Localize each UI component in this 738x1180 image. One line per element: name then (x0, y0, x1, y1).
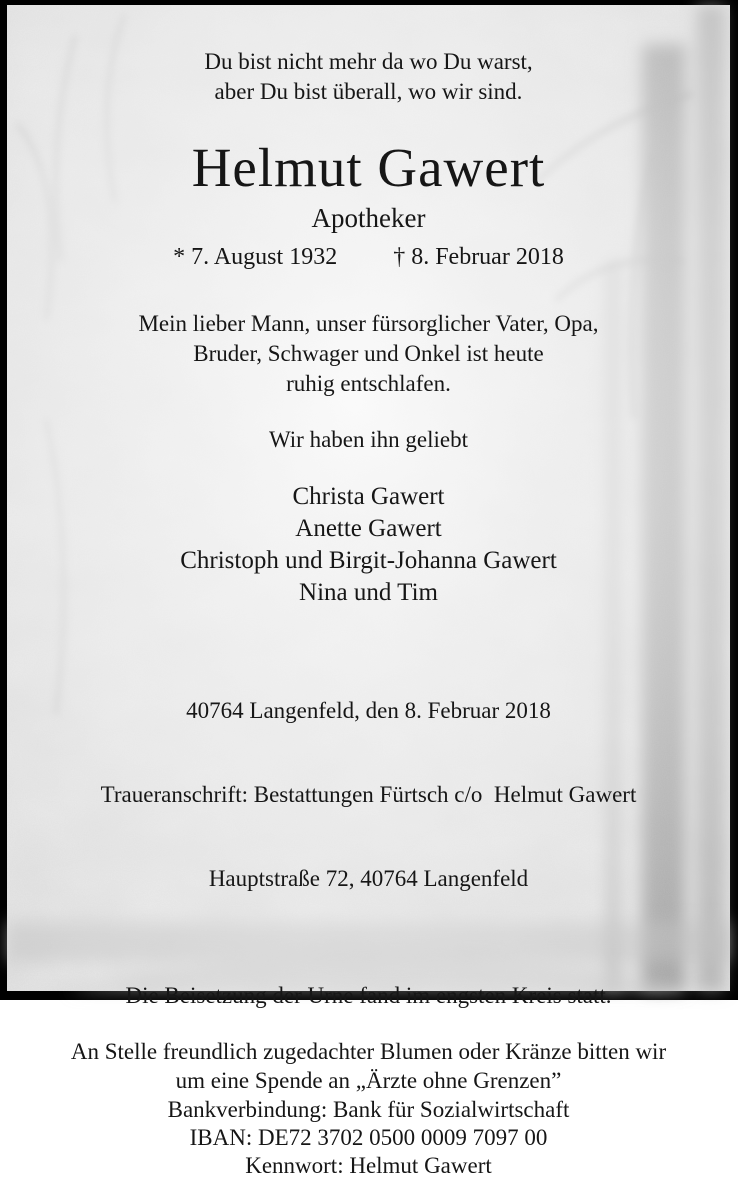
notice-paper (7, 5, 730, 1178)
donation-line: An Stelle freundlich zugedachter Blumen oder Kränze bitten wir (70, 1039, 667, 1064)
obituary-line: Mein lieber Mann, unser fürsorglicher Vater, Opa, (138, 311, 599, 336)
tribute-line: Wir haben ihn geliebt (269, 427, 468, 452)
epigraph-line: aber Du bist überall, wo wir sind. (214, 79, 523, 104)
deceased-name: Helmut Gawert (191, 137, 546, 198)
keyword-line: Kennwort: Helmut Gawert (245, 1153, 492, 1178)
mourner-name: Christoph und Birgit-Johanna Gawert (180, 547, 557, 574)
obituary-text (7, 309, 730, 399)
birth-date: * 7. August 1932 (173, 244, 338, 270)
place-date-line: 40764 Langenfeld, den 8. Februar 2018 (186, 698, 551, 723)
mourner-name: Christa Gawert (292, 483, 445, 510)
life-dates (7, 241, 730, 273)
obituary-line: Bruder, Schwager und Onkel ist heute (193, 341, 544, 366)
death-date: † 8. Februar 2018 (393, 244, 564, 270)
epigraph-line: Du bist nicht mehr da wo Du warst, (204, 49, 533, 74)
bank-details (7, 1096, 730, 1180)
donation-line: um eine Spende an „Ärzte ohne Grenzen” (175, 1068, 562, 1093)
donation-request (7, 1037, 730, 1095)
street-line: Hauptstraße 72, 40764 Langenfeld (208, 866, 529, 891)
mourner-name: Anette Gawert (295, 515, 442, 542)
burial-note: Die Beisetzung der Urne fand im engsten Kreis statt. (125, 983, 612, 1008)
obituary-line: ruhig entschlafen. (286, 371, 451, 396)
mourners-list (7, 481, 730, 609)
mourner-name: Nina und Tim (299, 579, 438, 606)
epigraph (7, 47, 730, 107)
bank-line: Bankverbindung: Bank für Sozialwirtschaft (167, 1097, 570, 1122)
notice-content (7, 5, 730, 1178)
address-block (7, 641, 730, 949)
profession: Apotheker (311, 203, 426, 233)
iban-line: IBAN: DE72 3702 0500 0009 7097 00 (189, 1125, 548, 1150)
condolence-address-line: Traueranschrift: Bestattungen Fürtsch c/o Helmut Gawert (100, 782, 637, 807)
